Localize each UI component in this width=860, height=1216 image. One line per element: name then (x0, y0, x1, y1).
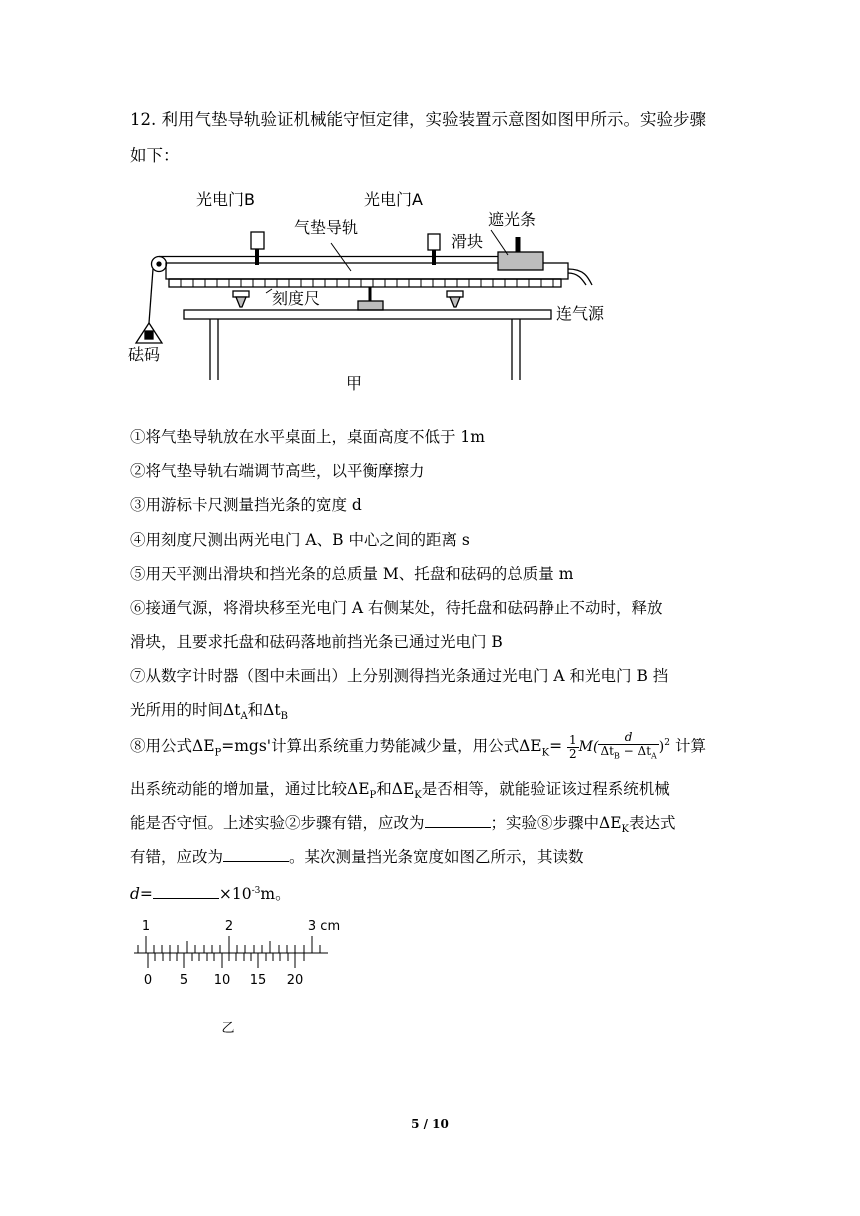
answer-blank-3[interactable] (153, 884, 219, 899)
step-8-line-3: 能是否守恒。上述实验②步骤有错，应改为 ；实验⑧步骤中$\Delta E_K$表达式 (130, 814, 676, 836)
main-scale-label-2: 2 (224, 919, 234, 934)
question-intro-line-1: 12. 利用气垫导轨验证机械能守恒定律，实验装置示意图如图甲所示。实验步骤 (130, 110, 706, 129)
vernier-label-0: 0 (143, 973, 153, 988)
answer-blank-2[interactable] (223, 847, 289, 862)
label-ruler: 刻度尺 (272, 289, 321, 308)
label-air-track: 气垫导轨 (294, 218, 359, 237)
slider-block (498, 252, 543, 270)
step-8-line-4: 有错，应改为 。某次测量挡光条宽度如图乙所示，其读数 (130, 848, 584, 866)
question-intro-line-2: 如下： (130, 146, 180, 165)
step-7-line-1: ⑦从数字计时器（图中未画出）上分别测得挡光条通过光电门 A 和光电门 B 挡 (130, 667, 669, 685)
step-7-line-2: 光所用的时间$\Delta t_A$和$\Delta t_B$ (130, 701, 288, 723)
vernier-label-20: 20 (286, 973, 304, 988)
step-3: ③用游标卡尺测量挡光条的宽度 d (130, 496, 362, 514)
table-top (184, 310, 551, 319)
label-weights: 砝码 (128, 345, 161, 364)
step-8-line-1: ⑧用公式$\Delta E_P=mgs'$计算出系统重力势能减少量，用公式$\Delta E_K=$ $\frac{1}{2}$ M( $\frac{d}{\Delta t_B - \Delta t_A}$ )$^2$ 计算 (130, 730, 706, 761)
figure-yi-vernier (128, 910, 368, 1040)
label-shade-strip: 遮光条 (488, 210, 537, 229)
step-6-line-1: ⑥接通气源，将滑块移至光电门 A 右侧某处，待托盘和砝码静止不动时，释放 (130, 599, 663, 617)
formula-half-fraction: $\frac{1}{2}$ (569, 732, 577, 761)
step-8-line-5: $d= \times 10^{-3}m$。 (130, 885, 291, 904)
label-air-source: 连气源 (556, 304, 605, 323)
figure-yi-caption: 乙 (221, 1021, 235, 1036)
formula-d-fraction: $\frac{d}{\Delta t_B - \Delta t_A}$ (600, 730, 657, 761)
label-gate-a: 光电门A (364, 190, 423, 209)
gate-a-icon (428, 234, 440, 250)
figure-jia-apparatus (126, 185, 626, 395)
gate-b-icon (251, 232, 264, 249)
step-1: ①将气垫导轨放在水平桌面上，桌面高度不低于 1m (130, 428, 485, 446)
vernier-label-15: 15 (249, 973, 267, 988)
step-4: ④用刻度尺测出两光电门 A、B 中心之间的距离 s (130, 531, 470, 549)
vernier-label-5: 5 (179, 973, 189, 988)
label-gate-b: 光电门B (196, 190, 255, 209)
step-2: ②将气垫导轨右端调节高些，以平衡摩擦力 (130, 462, 425, 480)
answer-blank-1[interactable] (425, 813, 491, 828)
step-8-line-2: 出系统动能的增加量，通过比较$\Delta E_P$和$\Delta E_K$是否相等，就能验证该过程系统机械 (130, 780, 670, 802)
label-slider: 滑块 (451, 232, 484, 251)
main-scale-label-3: 3 cm (307, 919, 341, 934)
step-6-line-2: 滑块，且要求托盘和砝码落地前挡光条已通过光电门 B (130, 633, 503, 651)
main-scale-label-1: 1 (141, 919, 151, 934)
figure-jia-caption: 甲 (346, 374, 363, 393)
step-5: ⑤用天平测出滑块和挡光条的总质量 M、托盘和砝码的总质量 m (130, 565, 574, 583)
page-number: 5 / 10 (411, 1117, 449, 1131)
vernier-label-10: 10 (213, 973, 231, 988)
